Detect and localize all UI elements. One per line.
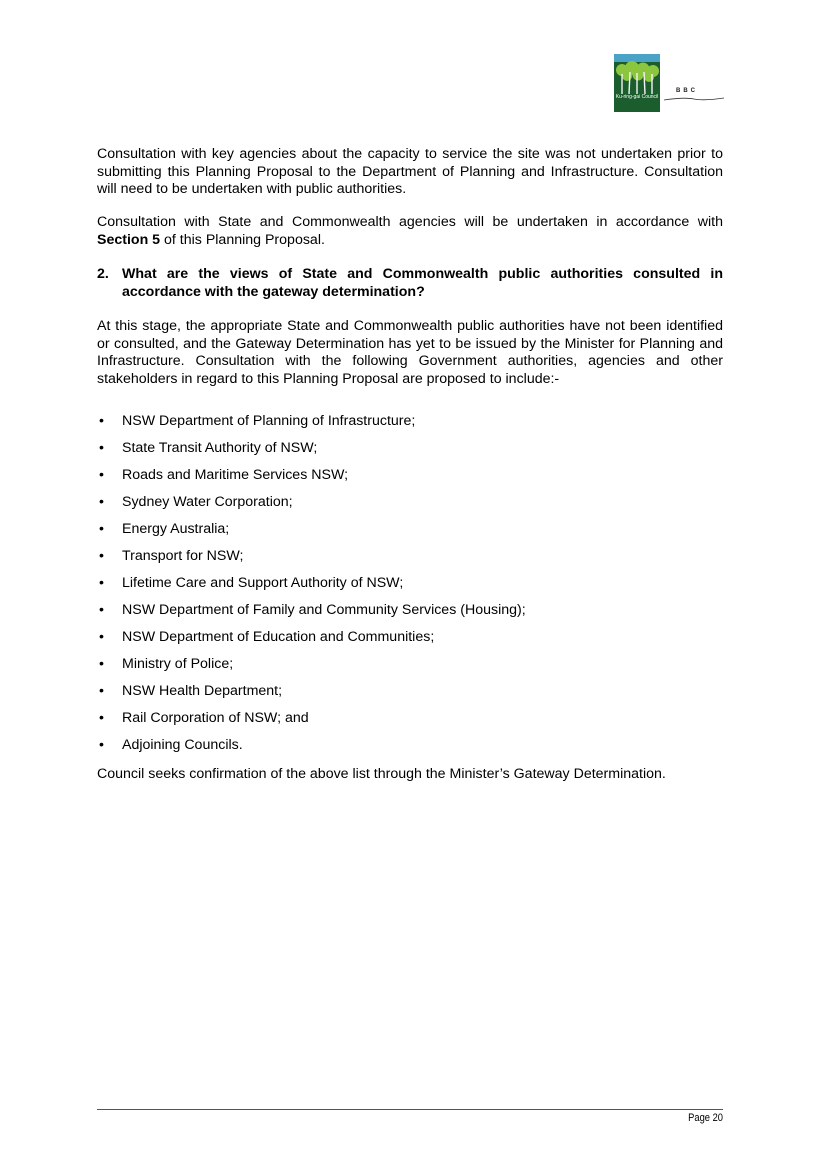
list-item — [97, 574, 723, 601]
bullet-icon: • — [99, 683, 104, 699]
tree-icon — [614, 60, 660, 94]
list-item-text: Transport for NSW; — [122, 548, 244, 564]
paragraph-section-text-1: Consultation with State and Commonwealth agencies will be undertaken in accordance with — [97, 214, 723, 230]
list-item — [97, 547, 723, 574]
council-logo — [614, 54, 660, 112]
bullet-icon: • — [99, 575, 104, 591]
bbc-logo — [664, 88, 724, 110]
bullet-icon: • — [99, 737, 104, 753]
swoosh-icon — [664, 94, 724, 104]
list-item-text: NSW Department of Education and Communities; — [122, 629, 435, 645]
list-item — [97, 736, 723, 763]
bullet-icon: • — [99, 413, 104, 429]
list-item-text: Rail Corporation of NSW; and — [122, 710, 309, 726]
paragraph-authorities-intro: At this stage, the appropriate State and Commonwealth public authorities have not been identified or consulted, and the Gateway Determination has yet to be issued by the Minister for Planning and Infrastructure. Consultation with the following Government authorities, agencies and other stakeholders in regard to this Planning Proposal are proposed to include:- — [97, 318, 723, 387]
list-item — [97, 520, 723, 547]
paragraph-section-text-2: of this Planning Proposal. — [160, 231, 325, 248]
paragraph-consultation-status: Consultation with key agencies about the capacity to service the site was not undertaken prior to submitting this Planning Proposal to the Department of Planning and Infrastructure. Consultation will need to be undertaken with public authorities. — [97, 146, 723, 197]
bullet-icon: • — [99, 710, 104, 726]
list-item-text: Adjoining Councils. — [122, 737, 243, 753]
list-item-text: Sydney Water Corporation; — [122, 494, 293, 510]
bullet-icon: • — [99, 440, 104, 456]
list-item-text: NSW Department of Family and Community Services (Housing); — [122, 602, 526, 618]
list-item — [97, 493, 723, 520]
list-item-text: Lifetime Care and Support Authority of NSW; — [122, 575, 404, 591]
question-text: What are the views of State and Commonwealth public authorities consulted in accordance with the gateway determination? — [122, 266, 723, 300]
list-item — [97, 655, 723, 682]
list-item-text: NSW Department of Planning of Infrastructure; — [122, 413, 416, 429]
bullet-icon: • — [99, 548, 104, 564]
paragraph-confirmation: Council seeks confirmation of the above list through the Minister’s Gateway Determination. — [97, 766, 666, 782]
bbc-logo-text: BBC — [676, 88, 698, 94]
list-item-text: Roads and Maritime Services NSW; — [122, 467, 349, 483]
bullet-icon: • — [99, 494, 104, 510]
bullet-icon: • — [99, 656, 104, 672]
list-item — [97, 466, 723, 493]
list-item-text: NSW Health Department; — [122, 683, 283, 699]
bullet-icon: • — [99, 602, 104, 618]
list-item-text: Energy Australia; — [122, 521, 230, 537]
bullet-icon: • — [99, 467, 104, 483]
section-reference: Section 5 — [97, 231, 161, 248]
list-item — [97, 709, 723, 736]
list-item-text: Ministry of Police; — [122, 656, 234, 672]
list-item-text: State Transit Authority of NSW; — [122, 440, 318, 456]
list-item — [97, 601, 723, 628]
page-number: Page 20 — [688, 1112, 723, 1124]
council-logo-text: Ku-ring-gai Council — [615, 94, 659, 100]
bullet-icon: • — [99, 521, 104, 537]
bullet-icon: • — [99, 629, 104, 645]
list-item — [97, 682, 723, 709]
question-number: 2. — [97, 266, 109, 282]
list-item — [97, 628, 723, 655]
list-item — [97, 439, 723, 466]
authorities-list — [97, 412, 723, 763]
list-item — [97, 412, 723, 439]
paragraph-section-reference — [97, 214, 723, 249]
footer-divider — [97, 1109, 723, 1110]
question-heading — [97, 266, 723, 301]
